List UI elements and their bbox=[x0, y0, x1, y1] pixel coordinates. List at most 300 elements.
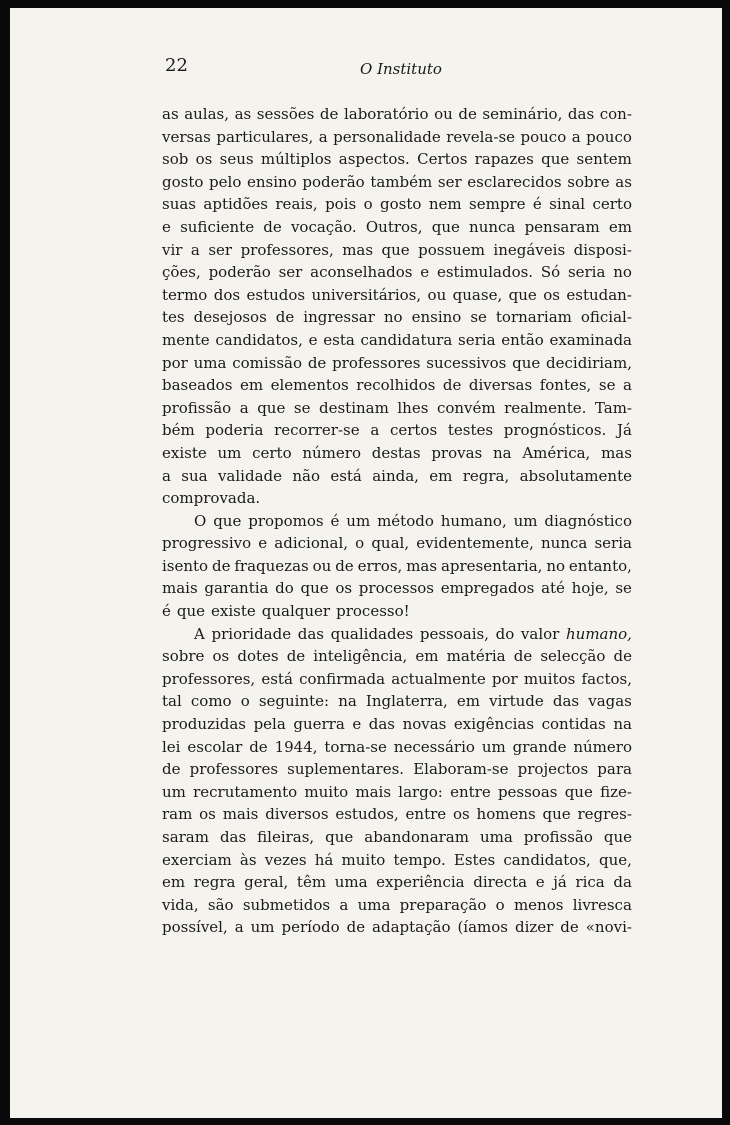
word: exigências bbox=[453, 715, 535, 734]
text-line bbox=[162, 600, 632, 623]
word: a bbox=[318, 127, 328, 146]
word: seria bbox=[567, 263, 606, 282]
word: um bbox=[513, 511, 538, 530]
word: garantia bbox=[204, 579, 269, 598]
word: rica bbox=[575, 873, 605, 892]
word: se bbox=[293, 398, 311, 417]
word: as bbox=[234, 105, 252, 123]
word: o bbox=[363, 195, 373, 214]
word: das bbox=[552, 692, 580, 711]
word: desejosos bbox=[193, 308, 267, 327]
word: entanto, bbox=[568, 556, 632, 575]
text-line bbox=[162, 736, 632, 759]
word: ram bbox=[162, 805, 193, 824]
word: em bbox=[429, 466, 453, 485]
word: comissão bbox=[232, 353, 303, 372]
word: submetidos bbox=[242, 895, 331, 914]
word: qualidades bbox=[330, 624, 414, 643]
word: de bbox=[513, 647, 533, 666]
word: homens bbox=[476, 805, 536, 824]
word: provas bbox=[431, 443, 483, 462]
text-line bbox=[162, 532, 632, 555]
word: humano, bbox=[566, 624, 632, 643]
word: diversas bbox=[468, 376, 533, 395]
word: termo bbox=[162, 285, 208, 304]
word: exerciam bbox=[162, 850, 232, 869]
word: e bbox=[308, 330, 318, 349]
word: seus bbox=[219, 150, 254, 169]
word: adaptação bbox=[372, 918, 451, 937]
word: em bbox=[456, 692, 481, 711]
word: vagas bbox=[588, 692, 632, 711]
text-line bbox=[162, 713, 632, 736]
word: suplementares. bbox=[287, 760, 405, 779]
word: universitários, bbox=[311, 285, 422, 304]
word: nunca bbox=[541, 534, 588, 553]
word: aptidões bbox=[203, 195, 268, 214]
word: de bbox=[162, 760, 181, 779]
word: lhes bbox=[397, 398, 429, 417]
word: necessário bbox=[393, 737, 475, 756]
word: dizer bbox=[514, 918, 554, 937]
word: ainda, bbox=[372, 466, 419, 485]
text-line bbox=[162, 849, 632, 872]
word: e bbox=[535, 873, 545, 892]
word: tal bbox=[162, 692, 182, 711]
word: vida, bbox=[162, 895, 199, 914]
word: disposi- bbox=[573, 240, 632, 259]
word: mas bbox=[406, 556, 438, 575]
word: não bbox=[292, 466, 320, 485]
text-line bbox=[162, 193, 632, 216]
word: isento bbox=[162, 556, 209, 575]
word: já bbox=[553, 873, 567, 892]
word: por bbox=[491, 669, 518, 688]
word: a bbox=[623, 376, 632, 395]
word: que bbox=[603, 828, 632, 846]
word: laboratório bbox=[343, 105, 429, 123]
word: em bbox=[239, 376, 264, 395]
text-line bbox=[162, 171, 632, 194]
word: método bbox=[377, 511, 434, 530]
word: na bbox=[492, 443, 512, 462]
word: que bbox=[213, 511, 242, 530]
text-line bbox=[162, 487, 632, 510]
body-text bbox=[162, 103, 632, 939]
word: e bbox=[258, 534, 268, 553]
word: nem bbox=[428, 195, 462, 214]
word: que bbox=[542, 805, 571, 824]
word: possível, bbox=[162, 918, 228, 937]
word: regres- bbox=[577, 805, 632, 824]
word: é bbox=[532, 195, 542, 214]
word: ções, bbox=[162, 263, 201, 282]
word: muito bbox=[341, 850, 386, 869]
word: certo bbox=[252, 443, 292, 462]
word: apresentaria, bbox=[440, 556, 543, 575]
word: fontes, bbox=[539, 376, 592, 395]
word: a bbox=[239, 398, 249, 417]
word: Só bbox=[540, 263, 561, 282]
text-line bbox=[162, 916, 632, 939]
word: para bbox=[597, 760, 632, 779]
word: no bbox=[546, 556, 566, 575]
book-page bbox=[10, 8, 722, 1118]
running-title: O Instituto bbox=[360, 60, 442, 78]
word: pensaram bbox=[524, 217, 600, 236]
word: diversos bbox=[265, 805, 329, 824]
text-line bbox=[162, 103, 632, 126]
word: aspectos. bbox=[338, 150, 410, 169]
word: prognósticos. bbox=[503, 421, 607, 440]
word: das bbox=[297, 624, 324, 643]
word: de bbox=[307, 353, 327, 372]
word: os bbox=[335, 579, 353, 598]
word: em bbox=[415, 647, 439, 666]
word: seria bbox=[594, 534, 632, 553]
word: gosto bbox=[162, 172, 204, 191]
word: qual, bbox=[371, 534, 410, 553]
word: escolar bbox=[187, 737, 243, 756]
word: inegáveis bbox=[493, 240, 566, 259]
word: ingressar bbox=[303, 308, 375, 327]
word: de bbox=[613, 647, 632, 666]
text-line bbox=[162, 216, 632, 239]
word: um bbox=[481, 737, 506, 756]
word: certo bbox=[592, 195, 632, 214]
word: elementos bbox=[270, 376, 349, 395]
text-line bbox=[162, 668, 632, 691]
word: às bbox=[239, 850, 257, 869]
word: que bbox=[257, 398, 286, 417]
text-line bbox=[162, 306, 632, 329]
text-line bbox=[162, 465, 632, 488]
word: então bbox=[501, 330, 544, 349]
word: o bbox=[240, 692, 250, 711]
word: aconselhados bbox=[310, 263, 413, 282]
word: de bbox=[286, 647, 306, 666]
word: con- bbox=[599, 105, 632, 123]
word: oficial- bbox=[580, 308, 632, 327]
word: absolutamente bbox=[519, 466, 632, 485]
word: suficiente bbox=[180, 217, 255, 236]
word: regra bbox=[193, 873, 236, 892]
word: que, bbox=[598, 850, 632, 869]
word: destas bbox=[371, 443, 421, 462]
word: destinam bbox=[318, 398, 389, 417]
word: que bbox=[564, 782, 593, 801]
word: um bbox=[250, 918, 275, 937]
text-line bbox=[162, 239, 632, 262]
word: se bbox=[598, 376, 616, 395]
word: directa bbox=[473, 873, 528, 892]
word: qualquer bbox=[261, 602, 331, 621]
word: examinada bbox=[549, 330, 632, 349]
word: e bbox=[352, 715, 362, 734]
word: ensino bbox=[247, 172, 297, 191]
page-number: 22 bbox=[165, 55, 188, 76]
word: torna-se bbox=[324, 737, 387, 756]
word: de bbox=[458, 105, 477, 123]
word: por bbox=[162, 353, 188, 372]
word: de bbox=[335, 556, 354, 575]
word: um bbox=[217, 443, 242, 462]
word: estimulados. bbox=[436, 263, 534, 282]
word: têm bbox=[296, 873, 327, 892]
word: saram bbox=[162, 828, 209, 846]
text-line bbox=[162, 284, 632, 307]
text-line bbox=[162, 126, 632, 149]
word: está bbox=[261, 669, 293, 688]
text-line bbox=[162, 329, 632, 352]
word: pois bbox=[325, 195, 357, 214]
word: abandonaram bbox=[364, 828, 469, 846]
word: de bbox=[275, 308, 295, 327]
word: Outros, bbox=[365, 217, 423, 236]
word: dos bbox=[213, 285, 241, 304]
word: poderão bbox=[208, 263, 271, 282]
word: rapazes bbox=[474, 150, 534, 169]
word: humano, bbox=[440, 511, 507, 530]
word: fraquezas bbox=[234, 556, 309, 575]
word: livresca bbox=[572, 895, 632, 914]
word: do bbox=[275, 579, 294, 598]
word: 1944, bbox=[274, 737, 318, 756]
word: pouco bbox=[520, 127, 567, 146]
word: professores, bbox=[240, 240, 334, 259]
word: uma bbox=[357, 895, 391, 914]
word: poderão bbox=[302, 172, 365, 191]
word: aulas, bbox=[184, 105, 230, 123]
text-line bbox=[162, 826, 632, 849]
word: sua bbox=[181, 466, 208, 485]
word: se bbox=[470, 308, 487, 327]
word: a bbox=[162, 466, 171, 485]
word: O bbox=[194, 511, 207, 530]
word: que bbox=[325, 828, 354, 846]
word: uma bbox=[193, 353, 227, 372]
word: o bbox=[495, 895, 505, 914]
text-line bbox=[162, 419, 632, 442]
word: vocação. bbox=[290, 217, 357, 236]
word: se bbox=[615, 579, 632, 598]
word: processos bbox=[358, 579, 435, 598]
text-line bbox=[162, 894, 632, 917]
word: da bbox=[613, 873, 632, 892]
word: de bbox=[442, 376, 462, 395]
word: existe bbox=[211, 602, 256, 621]
word: que bbox=[512, 353, 541, 372]
word: nunca bbox=[469, 217, 516, 236]
word: candidatos, bbox=[215, 330, 303, 349]
word: os bbox=[212, 647, 230, 666]
word: sobre bbox=[567, 172, 610, 191]
word: sessões bbox=[256, 105, 315, 123]
word: do bbox=[495, 624, 515, 643]
word: sentem bbox=[576, 150, 632, 169]
text-line bbox=[162, 397, 632, 420]
word: que bbox=[541, 150, 570, 169]
word: reais, bbox=[275, 195, 318, 214]
word: em bbox=[162, 873, 186, 892]
word: que bbox=[381, 240, 410, 259]
text-line bbox=[162, 758, 632, 781]
word: uma bbox=[334, 873, 368, 892]
word: profissão bbox=[162, 398, 232, 417]
word: são bbox=[207, 895, 234, 914]
word: pelo bbox=[209, 172, 242, 191]
text-line bbox=[162, 645, 632, 668]
word: a bbox=[234, 918, 244, 937]
word: ensino bbox=[411, 308, 462, 327]
word: geral, bbox=[244, 873, 289, 892]
word: Elaboram-se bbox=[413, 760, 509, 779]
word: decidiriam, bbox=[546, 353, 632, 372]
word: inteligência, bbox=[313, 647, 408, 666]
word: bém bbox=[162, 421, 195, 440]
word: período bbox=[281, 918, 340, 937]
word: até bbox=[541, 579, 565, 598]
word: pessoas bbox=[497, 782, 558, 801]
word: sob bbox=[162, 150, 189, 169]
word: progressivo bbox=[162, 534, 252, 553]
word: poderia bbox=[205, 421, 264, 440]
word: mente bbox=[162, 330, 210, 349]
word: Estes bbox=[453, 850, 496, 869]
word: contidas bbox=[541, 715, 606, 734]
word: esclarecidos bbox=[467, 172, 562, 191]
word: entre bbox=[405, 805, 447, 824]
word: ser bbox=[208, 240, 233, 259]
word: fileiras, bbox=[257, 828, 315, 846]
word: prioridade bbox=[211, 624, 292, 643]
word: de bbox=[319, 105, 339, 123]
word: na bbox=[613, 715, 632, 734]
word: factos, bbox=[581, 669, 632, 688]
text-line bbox=[162, 148, 632, 171]
word: mais bbox=[355, 782, 392, 801]
word: como bbox=[190, 692, 232, 711]
word: múltiplos bbox=[260, 150, 332, 169]
word: que bbox=[176, 602, 206, 621]
word: propomos bbox=[248, 511, 324, 530]
word: de bbox=[249, 737, 268, 756]
word: vezes bbox=[264, 850, 307, 869]
word: que bbox=[508, 285, 537, 304]
word: ser bbox=[278, 263, 303, 282]
word: mas bbox=[601, 443, 632, 462]
word: professores bbox=[332, 353, 421, 372]
word: selecção bbox=[540, 647, 606, 666]
word: no bbox=[613, 263, 632, 282]
text-line bbox=[162, 352, 632, 375]
word: sobre bbox=[162, 647, 205, 666]
word: vir bbox=[162, 240, 183, 259]
word: tes bbox=[162, 308, 185, 327]
word: as bbox=[162, 105, 179, 123]
word: adicional, bbox=[274, 534, 349, 553]
word: que bbox=[431, 217, 460, 236]
word: o bbox=[355, 534, 365, 553]
word: esta bbox=[323, 330, 355, 349]
text-line bbox=[162, 871, 632, 894]
word: guerra bbox=[293, 715, 345, 734]
word: os bbox=[452, 805, 470, 824]
word: quase, bbox=[452, 285, 503, 304]
word: das bbox=[567, 105, 595, 123]
page-header bbox=[10, 55, 722, 81]
word: a bbox=[190, 240, 200, 259]
word: as bbox=[615, 172, 632, 191]
word: número bbox=[573, 737, 632, 756]
word: ou bbox=[427, 285, 447, 304]
word: é bbox=[330, 511, 340, 530]
word: A bbox=[194, 624, 205, 643]
word: número bbox=[302, 443, 361, 462]
word: erros, bbox=[357, 556, 403, 575]
word: professores, bbox=[162, 669, 256, 688]
word: sucessivos bbox=[426, 353, 507, 372]
word: existe bbox=[162, 443, 207, 462]
word: baseados bbox=[162, 376, 233, 395]
word: estudan- bbox=[566, 285, 632, 304]
word: realmente. bbox=[504, 398, 587, 417]
word: de bbox=[560, 918, 579, 937]
word: seguinte: bbox=[258, 692, 330, 711]
word: de bbox=[263, 217, 282, 236]
word: mais bbox=[162, 579, 198, 598]
word: muito bbox=[304, 782, 349, 801]
word: candidatura bbox=[360, 330, 453, 349]
word: em bbox=[608, 217, 632, 236]
word: preparação bbox=[399, 895, 487, 914]
word: está bbox=[330, 466, 362, 485]
text-line bbox=[162, 510, 632, 533]
word: um bbox=[346, 511, 371, 530]
word: candidatos, bbox=[503, 850, 591, 869]
text-line bbox=[162, 781, 632, 804]
word: no bbox=[383, 308, 403, 327]
word: seria bbox=[458, 330, 496, 349]
text-line bbox=[162, 555, 632, 578]
word: «novi- bbox=[585, 918, 632, 937]
word: os bbox=[199, 805, 216, 824]
word: há bbox=[314, 850, 334, 869]
word: recorrer-se bbox=[274, 421, 360, 440]
word: evidentemente, bbox=[416, 534, 534, 553]
word: valor bbox=[520, 624, 560, 643]
word: lei bbox=[162, 737, 181, 756]
word: mas bbox=[342, 240, 374, 259]
word: novas bbox=[402, 715, 447, 734]
word: das bbox=[219, 828, 247, 846]
word: das bbox=[368, 715, 396, 734]
word: os bbox=[195, 150, 213, 169]
word: a bbox=[370, 421, 380, 440]
text-line bbox=[162, 803, 632, 826]
word: Inglaterra, bbox=[365, 692, 448, 711]
text-line bbox=[162, 261, 632, 284]
word: (íamos bbox=[457, 918, 508, 937]
word: a bbox=[339, 895, 349, 914]
word: fize- bbox=[600, 782, 632, 801]
word: possuem bbox=[418, 240, 485, 259]
word: América, bbox=[522, 443, 591, 462]
word: diagnóstico bbox=[544, 511, 632, 530]
word: estudos, bbox=[335, 805, 399, 824]
word: confirmada bbox=[299, 669, 386, 688]
word: que bbox=[300, 579, 329, 598]
